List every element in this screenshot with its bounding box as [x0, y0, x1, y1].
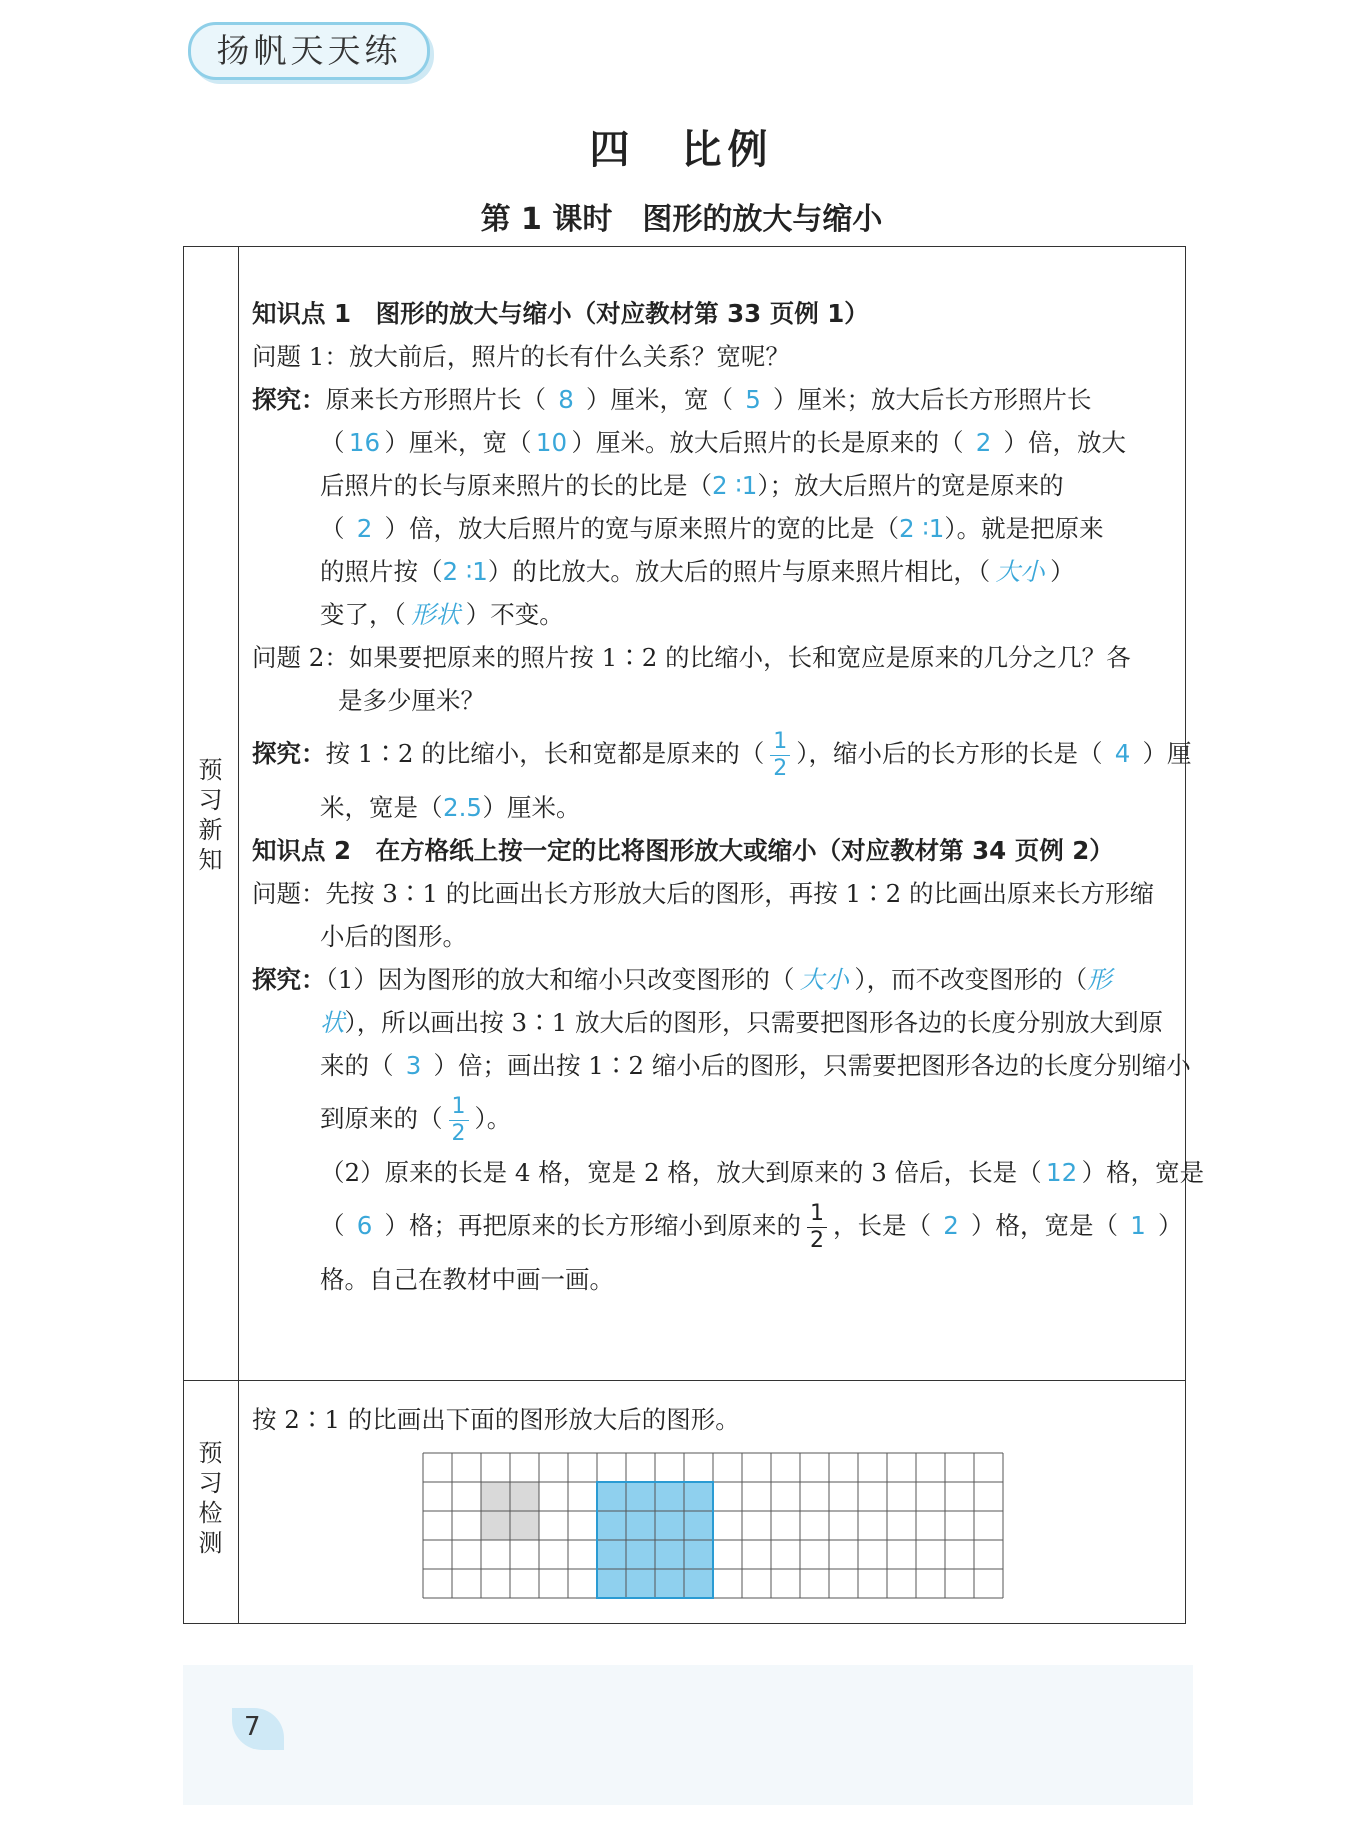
text: ）格，宽是（ — [971, 1211, 1118, 1240]
text: （ — [320, 1211, 345, 1240]
text: ）厘米，宽（ — [384, 428, 532, 457]
page-number: 7 — [244, 1712, 261, 1742]
frame-divider-horizontal — [183, 1380, 1186, 1381]
fraction-answer — [449, 1094, 469, 1147]
answer-blank: 2 — [356, 514, 373, 543]
explore-line — [252, 1087, 1177, 1151]
explore-label: 探究： — [252, 739, 326, 768]
knowledge-point-2-heading: 知识点 2 在方格纸上按一定的比将图形放大或缩小（对应教材第 34 页例 2） — [252, 836, 1114, 865]
sidebar-char: 测 — [198, 1529, 223, 1557]
answer-blank: 2 ∶1 — [899, 514, 945, 543]
answer-blank: 5 — [745, 385, 761, 414]
chapter-title: 四 比例 — [589, 127, 774, 173]
text: ）格；再把原来的长方形缩小到原来的 — [384, 1211, 801, 1240]
explore-line — [252, 1044, 1191, 1087]
text: （1）因为图形的放大和缩小只改变图形的（ — [325, 965, 795, 994]
text: 米，宽是（ — [320, 793, 443, 822]
fraction-denominator: 2 — [451, 1121, 466, 1146]
grid-svg — [422, 1452, 1004, 1600]
check-instruction: 按 2∶1 的比画出下面的图形放大后的图形。 — [252, 1405, 740, 1434]
answer-blank: 大小 — [995, 557, 1045, 586]
sidebar-char: 预 — [198, 1439, 223, 1467]
answer-blank: 大小 — [799, 965, 849, 994]
question-2: 问题 2：如果要把原来的照片按 1∶2 的比缩小，长和宽应是原来的几分之几？各 — [252, 643, 1131, 672]
text: 到原来的（ — [320, 1104, 443, 1133]
explore-line: 格。自己在教材中画一画。 — [320, 1265, 614, 1294]
answer-blank: 2 — [943, 1211, 959, 1240]
text: 后照片的长与原来照片的长的比是（ — [320, 471, 712, 500]
answer-blank: 2.5 — [443, 793, 482, 822]
text: ）的比放大。放大后的照片与原来照片相比，（ — [487, 557, 991, 586]
text: ）；放大后照片的宽是原来的 — [757, 471, 1064, 500]
answer-blank: 2 — [975, 428, 992, 457]
answer-blank: 1 — [1130, 1211, 1146, 1240]
explore-line — [252, 958, 1177, 1001]
sidebar-preview-new — [183, 755, 238, 875]
text: ）不变。 — [465, 600, 564, 629]
text: ）。 — [474, 1104, 512, 1133]
explore-line — [252, 1151, 1205, 1194]
lesson-subtitle: 第 1 课时 图形的放大与缩小 — [480, 202, 883, 237]
question-2-cont: 是多少厘米？ — [338, 686, 485, 715]
text: ）。就是把原来 — [944, 514, 1104, 543]
answer-blank: 2 ∶1 — [712, 471, 758, 500]
explore-line — [252, 507, 1177, 550]
explore-line — [252, 722, 1192, 786]
explore-line — [252, 421, 1177, 464]
sidebar-char: 检 — [198, 1499, 223, 1527]
answer-blank: 10 — [535, 428, 568, 457]
question-1: 问题 1：放大前后，照片的长有什么关系？宽呢？ — [252, 342, 790, 371]
text: ） — [1158, 1211, 1183, 1240]
text: 的照片按（ — [320, 557, 443, 586]
fraction-denominator: 2 — [810, 1228, 824, 1253]
answer-blank: 8 — [558, 385, 574, 414]
explore-line — [252, 1194, 1183, 1258]
explore-line — [252, 464, 1177, 507]
fraction-denominator: 2 — [773, 756, 788, 781]
sidebar-char: 知 — [198, 846, 223, 874]
text: ）厘米。放大后照片的长是原来的（ — [571, 428, 964, 457]
answer-blank: 4 — [1114, 739, 1131, 768]
fraction-numerator: 1 — [451, 1094, 466, 1119]
text: ） — [1050, 557, 1075, 586]
knowledge-point-1-heading: 知识点 1 图形的放大与缩小（对应教材第 33 页例 1） — [252, 299, 869, 328]
fraction-answer — [770, 729, 790, 782]
text: 来的（ — [320, 1051, 394, 1080]
explore-line — [252, 550, 1177, 593]
sidebar-preview-check — [183, 1438, 238, 1558]
text: 按 1∶2 的比缩小，长和宽都是原来的（ — [325, 739, 765, 768]
answer-blank: 形状 — [411, 600, 461, 629]
brand-badge: 扬帆天天练 — [188, 22, 430, 80]
sidebar-char: 习 — [198, 786, 223, 814]
text: ）厘米；放大后长方形照片长 — [773, 385, 1092, 414]
explore-label: 探究： — [252, 385, 326, 414]
text: ）格，宽是 — [1081, 1158, 1205, 1187]
text: ）倍，放大 — [1003, 428, 1126, 457]
explore-label: 探究： — [252, 965, 326, 994]
text: ）厘米。 — [482, 793, 581, 822]
grid-paper — [422, 1452, 1004, 1604]
text: ）厘 — [1142, 739, 1192, 768]
footer-band — [183, 1665, 1193, 1805]
answer-blank: 16 — [348, 428, 381, 457]
text: （2）原来的长是 4 格，宽是 2 格，放大到原来的 3 倍后，长是（ — [320, 1158, 1042, 1187]
frame-divider-vertical — [238, 246, 239, 1624]
answer-blank: 12 — [1045, 1158, 1078, 1187]
answer-blank: 状 — [320, 1008, 345, 1037]
text: 原来长方形照片长（ — [325, 385, 546, 414]
answer-blank: 2 ∶1 — [442, 557, 488, 586]
fraction-numerator: 1 — [773, 729, 788, 754]
text: ）倍，放大后照片的宽与原来照片的宽的比是（ — [384, 514, 899, 543]
text: ，长是（ — [833, 1211, 931, 1240]
sidebar-char: 预 — [198, 756, 223, 784]
explore-line — [252, 593, 1177, 636]
text: ），缩小后的长方形的长是（ — [796, 739, 1103, 768]
explore-line — [252, 378, 1177, 421]
text: 变了，（ — [320, 600, 406, 629]
explore-line — [252, 1001, 1177, 1044]
text: ）厘米，宽（ — [586, 385, 733, 414]
sidebar-char: 习 — [198, 1469, 223, 1497]
answer-blank: 6 — [356, 1211, 373, 1240]
sidebar-char: 新 — [198, 816, 223, 844]
text: （ — [320, 428, 345, 457]
text: ），而不改变图形的（ — [854, 965, 1088, 994]
text: （ — [320, 514, 345, 543]
text: ）倍；画出按 1∶2 缩小后的图形，只需要把图形各边的长度分别缩小 — [433, 1051, 1191, 1080]
answer-blank: 3 — [405, 1051, 422, 1080]
answer-blank: 形 — [1087, 965, 1112, 994]
fraction-numerator: 1 — [810, 1201, 824, 1226]
question-cont: 小后的图形。 — [320, 922, 467, 951]
explore-line — [252, 786, 1177, 829]
question: 问题：先按 3∶1 的比画出长方形放大后的图形，再按 1∶2 的比画出原来长方形缩 — [252, 879, 1154, 908]
lesson-body — [252, 292, 1205, 1301]
text: ），所以画出按 3∶1 放大后的图形，只需要把图形各边的长度分别放大到原 — [344, 1008, 1163, 1037]
fraction — [807, 1201, 827, 1254]
